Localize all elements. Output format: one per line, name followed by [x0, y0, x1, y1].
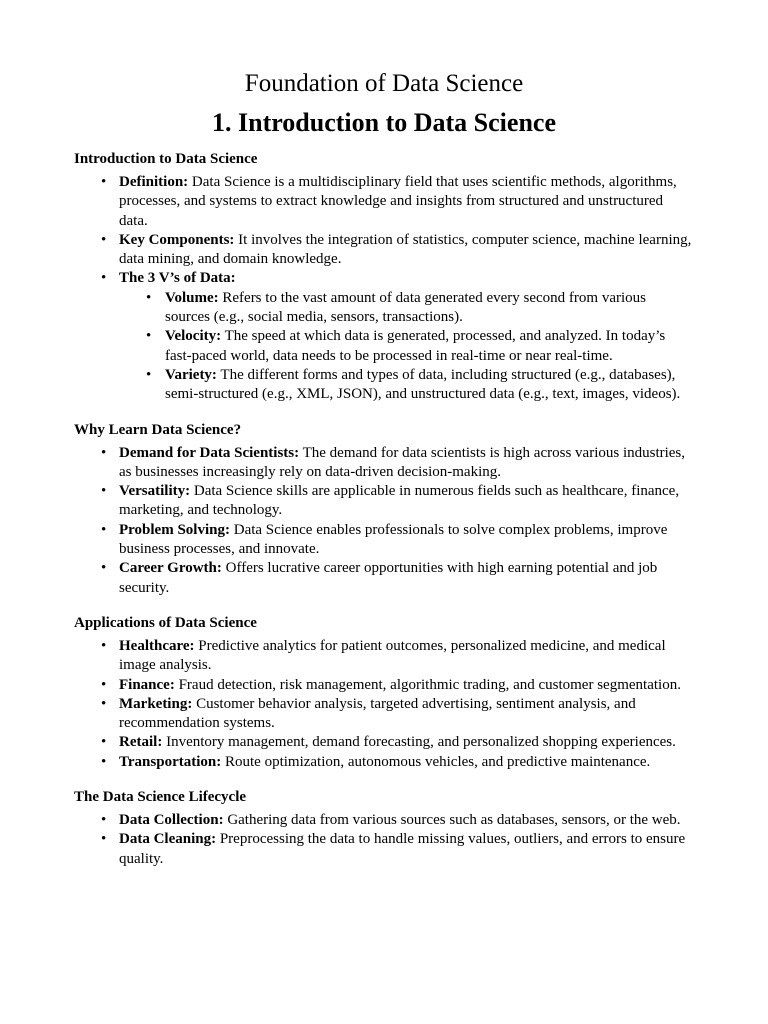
- item-text: Data Science skills are applicable in numerous fields such as healthcare, finance, marketing, and technology.: [119, 483, 680, 519]
- item-text: Fraud detection, risk management, algorithmic trading, and customer segmentation.: [174, 676, 681, 693]
- list-item: [74, 231, 694, 270]
- bullet-icon: •: [101, 270, 107, 287]
- item-term: Marketing:: [119, 695, 193, 712]
- item-text: Preprocessing the data to handle missing values, outliers, and errors to ensure quality.: [119, 831, 686, 867]
- item-term: Definition:: [119, 174, 189, 190]
- bullet-list: [74, 811, 694, 869]
- sub-bullet-list: [119, 289, 694, 405]
- item-text: Predictive analytics for patient outcomes, personalized medicine, and medical image analysis.: [119, 637, 666, 674]
- section-heading: Introduction to Data Science: [74, 151, 258, 167]
- list-item: [74, 811, 694, 830]
- item-term: Velocity:: [165, 328, 222, 345]
- bullet-list: [74, 637, 694, 772]
- bullet-icon: •: [101, 695, 107, 712]
- list-item: [74, 753, 694, 772]
- bullet-icon: •: [146, 289, 152, 306]
- section-heading: Why Learn Data Science?: [74, 421, 242, 438]
- list-item: [74, 733, 694, 752]
- item-text: The different forms and types of data, including structured (e.g., databases), semi-structured (e.g., XML, JSON), and unstructured data (e.g., text, images, videos).: [165, 366, 681, 403]
- document-title: Foundation of Data Science: [244, 70, 524, 97]
- section: [74, 421, 694, 598]
- item-term: The 3 V’s of Data:: [119, 270, 236, 287]
- section: [74, 150, 694, 405]
- section: [74, 788, 694, 869]
- list-item: [74, 482, 694, 521]
- list-item: [74, 830, 694, 869]
- list-item: [74, 521, 694, 560]
- item-term: Data Cleaning:: [119, 831, 217, 848]
- item-text: Refers to the vast amount of data generated every second from various sources (e.g., social media, sensors, transactions).: [165, 289, 646, 326]
- sub-list-item: [119, 327, 694, 366]
- item-text: Offers lucrative career opportunities with high earning potential and job security.: [119, 560, 658, 596]
- item-text: Customer behavior analysis, targeted advertising, sentiment analysis, and recommendation systems.: [119, 695, 636, 732]
- bullet-icon: •: [101, 560, 107, 577]
- list-item: [74, 173, 694, 231]
- bullet-icon: •: [101, 812, 107, 829]
- item-text: Data Science enables professionals to solve complex problems, improve business processes, and innovate.: [119, 521, 668, 558]
- bullet-icon: •: [101, 734, 107, 751]
- sub-list-item: [119, 366, 694, 405]
- list-item: [74, 559, 694, 598]
- item-text: It involves the integration of statistics, computer science, machine learning, data mining, and domain knowledge.: [119, 231, 692, 268]
- bullet-icon: •: [101, 831, 107, 848]
- item-text: Inventory management, demand forecasting, and personalized shopping experiences.: [162, 734, 676, 751]
- bullet-icon: •: [101, 676, 107, 693]
- list-item: [74, 269, 694, 404]
- bullet-icon: •: [101, 521, 107, 538]
- item-term: Demand for Data Scientists:: [119, 444, 300, 461]
- item-text: Route optimization, autonomous vehicles, and predictive maintenance.: [221, 753, 651, 770]
- item-term: Volume:: [165, 289, 219, 306]
- list-item: [74, 444, 694, 483]
- item-term: Retail:: [119, 734, 163, 751]
- sub-list-item: [119, 289, 694, 328]
- chapter-title: 1. Introduction to Data Science: [211, 108, 556, 137]
- item-text: The speed at which data is generated, processed, and analyzed. In today’s fast-paced world, data needs to be processed in real-time or near real-time.: [165, 328, 666, 364]
- bullet-icon: •: [101, 753, 107, 770]
- bullet-list: [74, 173, 694, 405]
- bullet-icon: •: [146, 366, 152, 383]
- item-text: The demand for data scientists is high across various industries, as businesses increasingly rely on data-driven decision-making.: [119, 444, 686, 480]
- item-term: Problem Solving:: [119, 521, 230, 538]
- list-item: [74, 676, 694, 695]
- section-heading: The Data Science Lifecycle: [74, 789, 247, 806]
- item-term: Finance:: [119, 676, 175, 693]
- item-term: Transportation:: [119, 753, 222, 770]
- section: [74, 614, 694, 772]
- bullet-icon: •: [101, 174, 107, 190]
- item-term: Versatility:: [119, 483, 191, 500]
- item-text: Data Science is a multidisciplinary field that uses scientific methods, algorithms, processes, and systems to extract knowledge and insights from structured and unstructured data.: [119, 174, 677, 229]
- bullet-icon: •: [146, 328, 152, 345]
- item-term: Career Growth:: [119, 560, 222, 577]
- list-item: [74, 695, 694, 734]
- bullet-icon: •: [101, 231, 107, 248]
- list-item: [74, 637, 694, 676]
- bullet-icon: •: [101, 637, 107, 654]
- item-text: Gathering data from various sources such as databases, sensors, or the web.: [223, 812, 681, 829]
- item-term: Data Collection:: [119, 812, 224, 829]
- item-term: Healthcare:: [119, 637, 195, 654]
- bullet-list: [74, 444, 694, 598]
- bullet-icon: •: [101, 483, 107, 500]
- bullet-icon: •: [101, 444, 107, 461]
- item-term: Key Components:: [119, 231, 235, 248]
- item-term: Variety:: [165, 366, 217, 383]
- section-heading: Applications of Data Science: [74, 614, 257, 631]
- document-body: [74, 150, 694, 869]
